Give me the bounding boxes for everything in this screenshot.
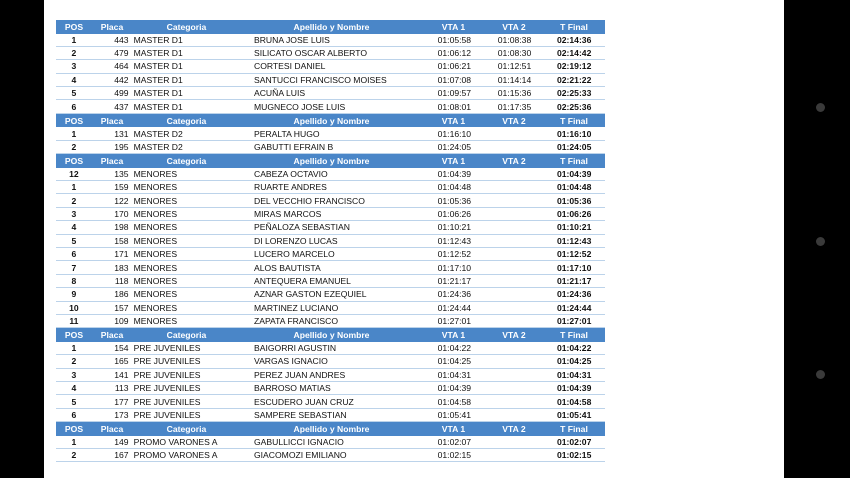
cell-categoria: MASTER D2 (133, 128, 183, 139)
nav-dot-middle[interactable] (816, 237, 825, 246)
cell-tfinal: 02:14:42 (556, 48, 592, 59)
cell-pos: 12 (69, 168, 79, 179)
header-categoria: Categoria (166, 21, 207, 32)
header-tfinal: T Final (560, 155, 588, 166)
cell-nombre: ALOS BAUTISTA (253, 262, 321, 273)
cell-categoria: PRE JUVENILES (133, 396, 201, 407)
cell-pos: 4 (71, 383, 77, 394)
cell-placa: 141 (114, 369, 129, 380)
table-row (56, 168, 605, 181)
cell-pos: 2 (71, 48, 77, 59)
table-row (56, 382, 605, 395)
cell-placa: 479 (114, 48, 129, 59)
cell-categoria: MENORES (133, 182, 178, 193)
table-row (56, 127, 605, 140)
cell-vta1: 01:12:43 (437, 235, 472, 246)
cell-tfinal: 02:19:12 (556, 61, 592, 72)
cell-vta2: 01:17:35 (497, 101, 532, 112)
cell-tfinal: 02:21:22 (556, 74, 592, 85)
table-row (56, 235, 605, 248)
cell-nombre: SANTUCCI FRANCISCO MOISES (253, 74, 387, 85)
header-nombre: Apellido y Nombre (293, 423, 370, 434)
table-row (56, 141, 605, 154)
cell-tfinal: 01:24:36 (556, 289, 592, 300)
cell-tfinal: 01:24:05 (556, 141, 592, 152)
cell-pos: 2 (71, 141, 77, 152)
cell-nombre: PERALTA HUGO (253, 128, 320, 139)
cell-placa: 167 (114, 450, 129, 461)
cell-categoria: MASTER D1 (133, 101, 183, 112)
cell-tfinal: 01:17:10 (556, 262, 592, 273)
cell-tfinal: 01:04:25 (556, 356, 592, 367)
cell-nombre: PEREZ JUAN ANDRES (253, 369, 346, 380)
cell-tfinal: 02:25:33 (556, 88, 592, 99)
cell-vta1: 01:02:07 (437, 436, 472, 447)
results-table (56, 20, 605, 462)
header-vta2: VTA 2 (502, 423, 526, 434)
cell-vta1: 01:10:21 (437, 222, 472, 233)
cell-vta2: 01:08:30 (497, 48, 532, 59)
cell-placa: 118 (114, 275, 129, 286)
cell-vta1: 01:02:15 (437, 450, 472, 461)
header-row (56, 154, 605, 168)
header-pos: POS (64, 423, 84, 434)
cell-pos: 1 (71, 34, 77, 45)
cell-pos: 5 (71, 396, 77, 407)
cell-pos: 2 (71, 356, 77, 367)
table-row (56, 409, 605, 422)
cell-vta1: 01:04:31 (437, 369, 472, 380)
cell-pos: 11 (69, 316, 79, 327)
cell-nombre: GIACOMOZI EMILIANO (253, 450, 347, 461)
cell-placa: 464 (114, 61, 129, 72)
table-row (56, 369, 605, 382)
header-row (56, 328, 605, 342)
cell-pos: 3 (71, 61, 77, 72)
header-pos: POS (64, 115, 84, 126)
cell-categoria: MASTER D1 (133, 74, 183, 85)
cell-placa: 154 (114, 343, 129, 353)
cell-pos: 4 (71, 222, 77, 233)
cell-placa: 171 (114, 249, 129, 260)
table-row (56, 221, 605, 234)
cell-pos: 2 (71, 450, 77, 461)
cell-placa: 437 (114, 101, 129, 112)
cell-pos: 6 (71, 409, 77, 420)
cell-pos: 1 (71, 182, 77, 193)
header-row (56, 114, 605, 128)
header-nombre: Apellido y Nombre (293, 155, 370, 166)
cell-vta2: 01:15:36 (497, 88, 532, 99)
cell-placa: 131 (114, 128, 129, 139)
header-placa: Placa (100, 115, 124, 126)
cell-vta1: 01:07:08 (437, 74, 472, 85)
header-vta2: VTA 2 (502, 155, 526, 166)
cell-nombre: BAIGORRI AGUSTIN (253, 343, 337, 353)
cell-tfinal: 01:27:01 (556, 316, 592, 327)
results-sheet (44, 0, 784, 478)
cell-vta1: 01:06:12 (437, 48, 472, 59)
table-row (56, 74, 605, 87)
cell-tfinal: 01:02:07 (556, 436, 592, 447)
header-nombre: Apellido y Nombre (293, 330, 370, 341)
cell-categoria: MENORES (133, 222, 178, 233)
cell-vta1: 01:27:01 (437, 316, 472, 327)
header-vta2: VTA 2 (502, 21, 526, 32)
cell-pos: 3 (71, 208, 77, 219)
cell-vta1: 01:04:39 (437, 383, 472, 394)
cell-categoria: PRE JUVENILES (133, 409, 201, 420)
header-categoria: Categoria (166, 423, 207, 434)
cell-categoria: PRE JUVENILES (133, 383, 201, 394)
cell-categoria: MASTER D1 (133, 34, 183, 45)
cell-nombre: GABULLICCI IGNACIO (253, 436, 344, 447)
cell-vta1: 01:05:41 (437, 409, 472, 420)
cell-placa: 109 (114, 316, 129, 327)
cell-pos: 5 (71, 235, 77, 246)
table-row (56, 302, 605, 315)
header-vta2: VTA 2 (502, 115, 526, 126)
cell-tfinal: 01:04:31 (556, 369, 592, 380)
cell-nombre: BRUNA JOSE LUIS (253, 34, 330, 45)
header-row (56, 422, 605, 436)
header-tfinal: T Final (560, 330, 588, 341)
table-row (56, 248, 605, 261)
cell-vta2: 01:08:38 (497, 34, 532, 45)
cell-categoria: MENORES (133, 289, 178, 300)
cell-vta1: 01:05:58 (437, 34, 472, 45)
cell-categoria: MENORES (133, 262, 178, 273)
cell-categoria: MENORES (133, 168, 178, 179)
cell-tfinal: 01:06:26 (556, 208, 592, 219)
cell-tfinal: 01:04:48 (556, 182, 592, 193)
cell-placa: 135 (114, 168, 129, 179)
cell-nombre: DEL VECCHIO FRANCISCO (253, 195, 365, 206)
cell-pos: 8 (71, 275, 77, 286)
cell-vta1: 01:04:39 (437, 168, 472, 179)
header-categoria: Categoria (166, 115, 207, 126)
cell-tfinal: 01:12:52 (556, 249, 592, 260)
cell-vta1: 01:16:10 (437, 128, 472, 139)
table-row (56, 60, 605, 73)
cell-placa: 170 (114, 208, 129, 219)
header-row (56, 20, 605, 34)
header-vta1: VTA 1 (441, 330, 466, 341)
cell-tfinal: 01:04:22 (556, 343, 592, 353)
cell-tfinal: 02:25:36 (556, 101, 592, 112)
cell-vta1: 01:24:05 (437, 141, 472, 152)
cell-placa: 159 (114, 182, 129, 193)
header-tfinal: T Final (560, 423, 588, 434)
cell-categoria: PROMO VARONES A (133, 436, 218, 447)
cell-nombre: PEÑALOZA SEBASTIAN (253, 222, 350, 233)
cell-vta1: 01:17:10 (437, 262, 472, 273)
cell-vta1: 01:04:22 (437, 343, 472, 353)
cell-nombre: LUCERO MARCELO (253, 249, 335, 260)
cell-placa: 499 (114, 88, 129, 99)
cell-vta1: 01:05:36 (437, 195, 472, 206)
cell-nombre: VARGAS IGNACIO (253, 356, 328, 367)
header-vta1: VTA 1 (441, 155, 466, 166)
header-nombre: Apellido y Nombre (293, 115, 370, 126)
cell-vta1: 01:08:01 (437, 101, 472, 112)
cell-tfinal: 01:02:15 (556, 450, 592, 461)
cell-tfinal: 01:04:39 (556, 168, 592, 179)
cell-nombre: GABUTTI EFRAIN B (253, 141, 334, 152)
cell-tfinal: 01:05:41 (556, 409, 592, 420)
cell-placa: 442 (114, 74, 129, 85)
header-placa: Placa (100, 423, 124, 434)
cell-categoria: MASTER D1 (133, 61, 183, 72)
cell-vta1: 01:21:17 (437, 275, 472, 286)
table-row (56, 208, 605, 221)
table-row (56, 449, 605, 462)
cell-pos: 1 (71, 436, 77, 447)
cell-categoria: MENORES (133, 302, 178, 313)
header-categoria: Categoria (166, 155, 207, 166)
table-row (56, 395, 605, 408)
header-pos: POS (64, 155, 84, 166)
header-vta1: VTA 1 (441, 115, 466, 126)
cell-categoria: PRE JUVENILES (133, 356, 201, 367)
header-vta1: VTA 1 (441, 21, 466, 32)
cell-placa: 113 (114, 383, 129, 394)
nav-dot-top[interactable] (816, 103, 825, 112)
cell-pos: 4 (71, 74, 77, 85)
cell-categoria: MASTER D1 (133, 48, 183, 59)
cell-categoria: MENORES (133, 208, 178, 219)
header-vta2: VTA 2 (502, 330, 526, 341)
cell-tfinal: 02:14:36 (556, 34, 592, 45)
cell-vta2: 01:12:51 (497, 61, 532, 72)
header-tfinal: T Final (560, 115, 588, 126)
cell-pos: 6 (71, 249, 77, 260)
header-categoria: Categoria (166, 330, 207, 341)
cell-tfinal: 01:04:39 (556, 383, 592, 394)
cell-placa: 443 (114, 34, 129, 45)
cell-categoria: MASTER D2 (133, 141, 183, 152)
header-placa: Placa (100, 21, 124, 32)
table-row (56, 47, 605, 60)
header-tfinal: T Final (560, 21, 588, 32)
cell-nombre: DI LORENZO LUCAS (253, 235, 338, 246)
header-pos: POS (64, 21, 84, 32)
cell-nombre: ACUÑA LUIS (253, 88, 306, 99)
header-nombre: Apellido y Nombre (293, 21, 370, 32)
cell-categoria: PROMO VARONES A (133, 450, 218, 461)
header-placa: Placa (100, 155, 124, 166)
cell-categoria: MENORES (133, 275, 178, 286)
table-row (56, 261, 605, 274)
table-row (56, 315, 605, 328)
cell-nombre: BARROSO MATIAS (253, 383, 331, 394)
table-row (56, 342, 605, 355)
cell-tfinal: 01:10:21 (556, 222, 592, 233)
cell-vta1: 01:09:57 (437, 88, 472, 99)
cell-pos: 1 (71, 343, 77, 353)
cell-tfinal: 01:04:58 (556, 396, 592, 407)
cell-vta1: 01:24:36 (437, 289, 472, 300)
table-row (56, 181, 605, 194)
cell-tfinal: 01:12:43 (556, 235, 592, 246)
cell-pos: 3 (71, 369, 77, 380)
cell-nombre: ANTEQUERA EMANUEL (253, 275, 351, 286)
cell-pos: 2 (71, 195, 77, 206)
table-row (56, 100, 605, 113)
cell-placa: 165 (114, 356, 129, 367)
header-pos: POS (64, 330, 84, 341)
cell-pos: 7 (71, 262, 77, 273)
cell-nombre: AZNAR GASTON EZEQUIEL (253, 289, 367, 300)
table-row (56, 34, 605, 47)
cell-tfinal: 01:21:17 (556, 275, 592, 286)
table-row (56, 87, 605, 100)
cell-categoria: PRE JUVENILES (133, 369, 201, 380)
cell-nombre: MARTINEZ LUCIANO (253, 302, 339, 313)
cell-tfinal: 01:24:44 (556, 302, 592, 313)
cell-categoria: MENORES (133, 249, 178, 260)
table-row (56, 288, 605, 301)
cell-nombre: SILICATO OSCAR ALBERTO (253, 48, 368, 59)
cell-nombre: MUGNECO JOSE LUIS (253, 101, 346, 112)
cell-categoria: MENORES (133, 316, 178, 327)
table-row (56, 194, 605, 207)
cell-categoria: MENORES (133, 195, 178, 206)
cell-nombre: CORTESI DANIEL (253, 61, 326, 72)
table-row (56, 436, 605, 449)
cell-pos: 6 (71, 101, 77, 112)
cell-placa: 186 (114, 289, 129, 300)
cell-categoria: MENORES (133, 235, 178, 246)
cell-pos: 10 (69, 302, 79, 313)
header-vta1: VTA 1 (441, 423, 466, 434)
cell-vta1: 01:04:48 (437, 182, 472, 193)
cell-nombre: ZAPATA FRANCISCO (253, 316, 339, 327)
cell-vta2: 01:14:14 (497, 74, 532, 85)
cell-vta1: 01:06:26 (437, 208, 472, 219)
cell-vta1: 01:04:58 (437, 396, 472, 407)
cell-nombre: ESCUDERO JUAN CRUZ (253, 396, 354, 407)
cell-nombre: CABEZA OCTAVIO (253, 168, 328, 179)
cell-placa: 122 (114, 195, 129, 206)
cell-placa: 183 (114, 262, 129, 273)
cell-tfinal: 01:05:36 (556, 195, 592, 206)
cell-vta1: 01:12:52 (437, 249, 472, 260)
cell-placa: 149 (114, 436, 129, 447)
table-row (56, 355, 605, 368)
cell-pos: 5 (71, 88, 77, 99)
cell-placa: 158 (114, 235, 129, 246)
cell-nombre: SAMPERE SEBASTIAN (253, 409, 347, 420)
table-row (56, 275, 605, 288)
cell-vta1: 01:24:44 (437, 302, 472, 313)
cell-nombre: MIRAS MARCOS (253, 208, 322, 219)
nav-dot-bottom[interactable] (816, 370, 825, 379)
cell-tfinal: 01:16:10 (556, 128, 592, 139)
cell-pos: 1 (71, 128, 77, 139)
cell-nombre: RUARTE ANDRES (253, 182, 327, 193)
cell-placa: 157 (114, 302, 129, 313)
cell-placa: 198 (114, 222, 129, 233)
cell-categoria: MASTER D1 (133, 88, 183, 99)
cell-vta1: 01:06:21 (437, 61, 472, 72)
cell-vta1: 01:04:25 (437, 356, 472, 367)
header-placa: Placa (100, 330, 124, 341)
cell-placa: 195 (114, 141, 129, 152)
cell-placa: 177 (114, 396, 129, 407)
cell-categoria: PRE JUVENILES (133, 343, 201, 353)
cell-pos: 9 (71, 289, 77, 300)
cell-placa: 173 (114, 409, 129, 420)
